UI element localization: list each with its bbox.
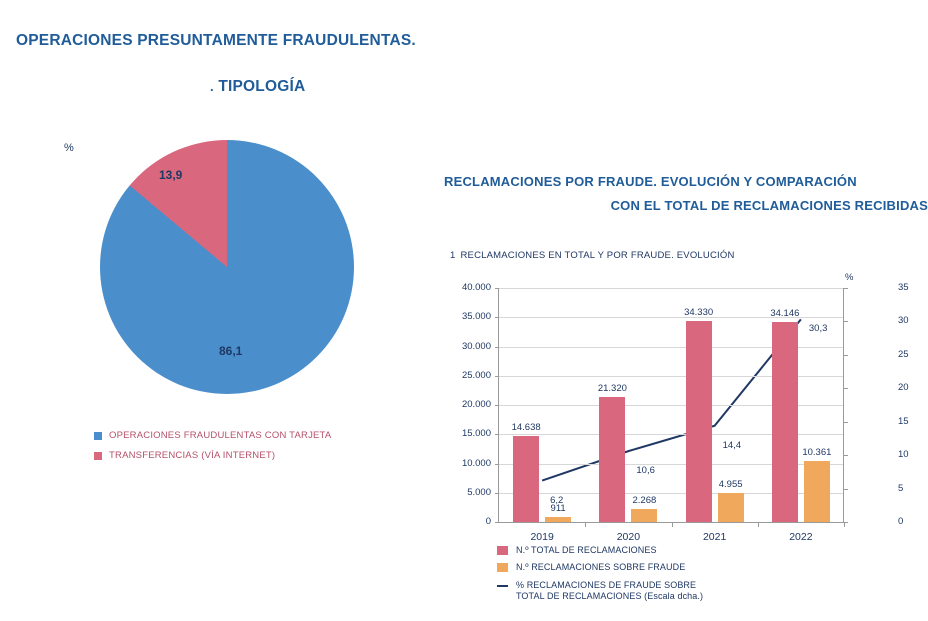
legend-item-total-reclamaciones (497, 545, 703, 556)
y-axis-tick-right: 30 (898, 315, 909, 327)
gridline (499, 288, 844, 289)
y-axis-tick-mark-right (844, 422, 848, 423)
right-axis-percent-label: % (845, 272, 854, 283)
y-axis-tick-mark-left (495, 347, 499, 348)
y-axis-tick-mark-left (495, 376, 499, 377)
y-axis-tick-left: 5.000 (467, 486, 491, 498)
y-axis-tick-right: 5 (898, 482, 904, 494)
legend-label-porcentaje-line1: % RECLAMACIONES DE FRAUDE SOBRE (516, 579, 697, 590)
legend-item-reclamaciones-fraude (497, 562, 703, 573)
x-axis-tick-mark (672, 523, 673, 527)
y-axis-tick-right: 10 (898, 449, 909, 461)
y-axis-tick-mark-left (495, 434, 499, 435)
legend-label-total-reclamaciones: N.º TOTAL DE RECLAMACIONES (516, 545, 657, 555)
y-axis-tick-mark-right (844, 489, 848, 490)
line-label-2021: 14,4 (722, 439, 742, 451)
bar-label-total-2021: 34.330 (684, 307, 714, 319)
y-axis-tick-right: 25 (898, 348, 909, 360)
legend-label-transferencias: TRANSFERENCIAS (VÍA INTERNET) (109, 450, 276, 461)
bar-total-2022 (772, 322, 798, 522)
x-axis-tick-2020: 2020 (616, 531, 641, 543)
pie-value-tarjeta: 86,1 (219, 344, 243, 358)
chart-caption-text: RECLAMACIONES EN TOTAL Y POR FRAUDE. EVOLUCIÓN (460, 250, 735, 261)
legend-item-operaciones-tarjeta (94, 430, 331, 441)
page-subtitle (210, 78, 305, 96)
bar-label-fraude-2021: 4.955 (718, 479, 743, 490)
y-axis-tick-mark-right (844, 288, 848, 289)
bar-label-total-2020: 21.320 (597, 383, 627, 395)
bar-label-total-2022: 34.146 (770, 308, 800, 320)
legend-swatch-fraude (497, 563, 508, 572)
y-axis-tick-left: 0 (485, 516, 491, 527)
bar-fraude-2019 (545, 517, 571, 522)
legend-swatch-blue (94, 432, 102, 440)
section-title-line1: RECLAMACIONES POR FRAUDE. EVOLUCIÓN Y COMPARACIÓN (444, 174, 857, 189)
bar-fraude-2022 (804, 461, 830, 522)
bar-fraude-2021 (718, 493, 744, 522)
y-axis-tick-mark-left (495, 464, 499, 465)
section-title-line2: CON EL TOTAL DE RECLAMACIONES RECIBIDAS (610, 198, 928, 213)
x-axis-tick-mark (758, 523, 759, 527)
y-axis-tick-left: 30.000 (461, 340, 491, 352)
legend-swatch-pink (94, 452, 102, 460)
x-axis-tick-2022: 2022 (789, 531, 813, 543)
legend-label-operaciones-tarjeta: OPERACIONES FRAUDULENTAS CON TARJETA (109, 430, 332, 441)
y-axis-tick-mark-left (495, 493, 499, 494)
y-axis-tick-mark-left (495, 522, 499, 523)
y-axis-tick-right: 0 (898, 516, 904, 527)
page-title: OPERACIONES PRESUNTAMENTE FRAUDULENTAS. (16, 32, 416, 49)
section-title-right (444, 174, 928, 213)
pie-legend (94, 430, 331, 470)
y-axis-tick-right: 15 (898, 415, 909, 427)
line-label-2019: 6,2 (550, 494, 564, 506)
y-axis-tick-mark-right (844, 388, 848, 389)
y-axis-tick-left: 20.000 (461, 399, 491, 410)
line-label-2020: 10,6 (636, 465, 655, 477)
pie-value-transferencias: 13,9 (159, 168, 183, 182)
y-axis-tick-left: 25.000 (461, 369, 491, 381)
y-axis-tick-right: 35 (898, 282, 909, 293)
right-axis-line (843, 288, 844, 523)
legend-swatch-line (497, 585, 508, 587)
y-axis-tick-left: 15.000 (461, 428, 491, 440)
y-axis-tick-left: 35.000 (461, 311, 491, 323)
legend-item-porcentaje-fraude (497, 580, 703, 603)
line-label-2022: 30,3 (808, 323, 828, 335)
x-axis-tick-2021: 2021 (702, 531, 727, 543)
bar-fraude-2020 (631, 509, 657, 522)
x-axis-tick-mark (585, 523, 586, 527)
subtitle-bullet: . (210, 79, 214, 94)
bar-total-2021 (686, 321, 712, 522)
y-axis-tick-left: 10.000 (461, 457, 491, 469)
legend-item-transferencias (94, 450, 331, 461)
bar-label-total-2019: 14.638 (511, 422, 541, 434)
y-axis-tick-mark-left (495, 288, 499, 289)
bar-label-fraude-2020: 2.268 (632, 494, 657, 506)
y-axis-tick-left: 40.000 (461, 282, 491, 293)
y-axis-tick-mark-right (844, 321, 848, 322)
pie-percent-axis-label: % (64, 142, 74, 154)
bar-label-fraude-2022: 10.361 (802, 447, 832, 459)
legend-label-porcentaje-fraude (516, 580, 703, 603)
bar-label-fraude-2019: 911 (550, 502, 566, 514)
bar-chart-legend (497, 545, 703, 608)
x-axis-tick-2019: 2019 (530, 531, 554, 543)
legend-label-reclamaciones-fraude: N.º RECLAMACIONES SOBRE FRAUDE (516, 562, 686, 573)
y-axis-tick-mark-right (844, 355, 848, 356)
y-axis-tick-mark-left (495, 317, 499, 318)
pie-chart (100, 140, 354, 394)
chart-caption (450, 250, 735, 261)
plot-area (461, 282, 909, 543)
y-axis-tick-right: 20 (898, 382, 909, 394)
line-path-fraud-share (542, 319, 801, 480)
subtitle-text: TIPOLOGÍA (218, 78, 306, 95)
y-axis-tick-mark-left (495, 405, 499, 406)
x-axis-tick-mark (844, 523, 845, 527)
legend-swatch-total (497, 546, 508, 555)
chart-caption-number: 1 (450, 250, 456, 261)
legend-label-porcentaje-line2: TOTAL DE RECLAMACIONES (Escala dcha.) (516, 590, 704, 601)
